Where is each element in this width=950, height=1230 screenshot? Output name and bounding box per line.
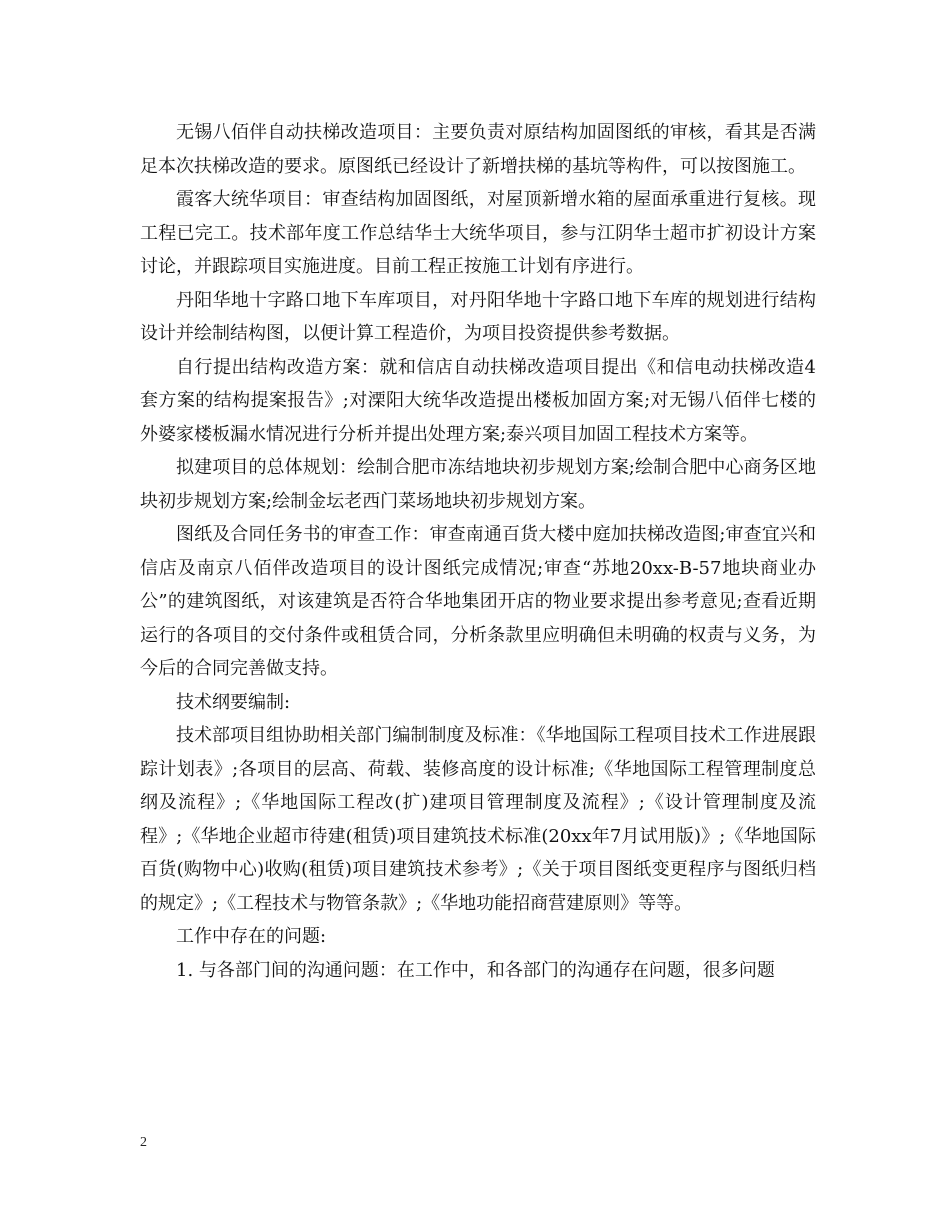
paragraph-xiake-project: 霞客大统华项目：审查结构加固图纸，对屋顶新增水箱的屋面承重进行复核。现工程已完工。技术部年度工作总结华士大统华项目，参与江阴华士超市扩初设计方案讨论，并跟踪项目实施进度。目前工程正按施工计划有序进行。 bbox=[140, 189, 816, 277]
paragraph-overall-planning: 拟建项目的总体规划：绘制合肥市冻结地块初步规划方案;绘制合肥中心商务区地块初步规划方案;绘制金坛老西门菜场地块初步规划方案。 bbox=[140, 457, 816, 512]
heading-technical-outline: 技术纲要编制: bbox=[176, 691, 291, 713]
heading-existing-problems: 工作中存在的问题: bbox=[176, 926, 327, 947]
paragraph-drawing-review: 图纸及合同任务书的审查工作：审查南通百货大楼中庭加扶梯改造图;审查宜兴和信店及南京八佰伴改造项目的设计图纸完成情况;审查“苏地20xx-B-57地块商业办公”的建筑图纸，对该建筑是否符合华地集团开店的物业要求提出参考意见;查看近期运行的各项目的交付条件或租赁合同，分析条款里应明确但未明确的权责与义务，为今后的合同完善做支持。 bbox=[140, 524, 816, 679]
paragraph-standards-list: 技术部项目组协助相关部门编制制度及标准：《华地国际工程项目技术工作进展跟踪计划表》;各项目的层高、荷载、装修高度的设计标准;《华地国际工程管理制度总纲及流程》;《华地国际工程改(扩)建项目管理制度及流程》;《设计管理制度及流程》;《华地企业超市待建(租赁)项目建筑技术标准(20xx年7月试用版)》;《华地国际百货(购物中心)收购(租赁)项目建筑技术参考》;《关于项目图纸变更程序与图纸归档的规定》;《工程技术与物管条款》;《华地功能招商营建原则》等等。 bbox=[140, 725, 816, 914]
document-body bbox=[140, 116, 816, 987]
page-number: 2 bbox=[140, 1135, 147, 1150]
paragraph-communication-issue: 1. 与各部门间的沟通问题：在工作中，和各部门的沟通存在问题，很多问题 bbox=[176, 959, 775, 981]
paragraph-danyang-garage: 丹阳华地十字路口地下车库项目，对丹阳华地十字路口地下车库的规划进行结构设计并绘制结构图，以便计算工程造价，为项目投资提供参考数据。 bbox=[140, 289, 816, 344]
paragraph-structural-proposals: 自行提出结构改造方案：就和信店自动扶梯改造项目提出《和信电动扶梯改造4套方案的结构提案报告》;对溧阳大统华改造提出楼板加固方案;对无锡八佰伴七楼的外婆家楼板漏水情况进行分析并提出处理方案;泰兴项目加固工程技术方案等。 bbox=[140, 356, 816, 445]
paragraph-wuxi-escalator: 无锡八佰伴自动扶梯改造项目：主要负责对原结构加固图纸的审核，看其是否满足本次扶梯改造的要求。原图纸已经设计了新增扶梯的基坑等构件，可以按图施工。 bbox=[140, 122, 816, 177]
